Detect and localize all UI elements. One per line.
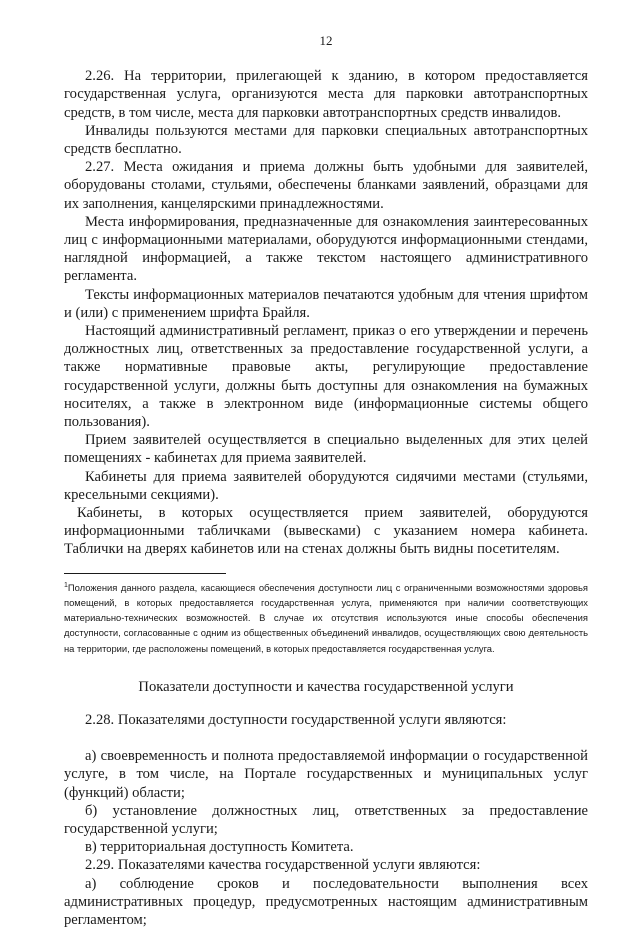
footnote-divider [64,573,226,574]
paragraph-info-places: Места информирования, предназначенные для ознакомления заинтересованных лиц с информационными материалами, оборудуются информационными стендами, наглядной информацией, а также текстом настоящего административного регламента. [64,213,588,285]
item-2-28-c: в) территориальная доступность Комитета. [85,839,354,856]
paragraph-reception: Прием заявителей осуществляется в специально выделенных для этих целей помещениях - кабинетах для приема заявителей. [64,432,588,467]
section-heading: Показатели доступности и качества государственной услуги [138,678,514,695]
paragraph-cabinet-signs: Кабинеты, в которых осуществляется прием заявителей, оборудуются информационными табличками (вывесками) с указанием номера кабинета. Таблички на дверях кабинетов или на стенах должны быть видны посетителям. [64,505,588,558]
item-2-28-b: б) установление должностных лиц, ответственных за предоставление государственной услуги; [64,802,588,837]
paragraph-2-26: 2.26. На территории, прилегающей к зданию, в котором предоставляется государственная услуга, организуются места для парковки автотранспортных средств, в том числе, места для парковки автотранспортных средств инвалидов. [64,68,588,121]
page-number: 12 [319,33,333,48]
item-2-29-a: а) соблюдение сроков и последовательности выполнения всех административных процедур, предусмотренных настоящим административным регламентом; [64,875,588,928]
paragraph-regulation-availability: Настоящий административный регламент, приказ о его утверждении и перечень должностных лиц, ответственных за предоставление государственной услуги, а также нормативные правовые акты, регулирующие предоставление государственной услуги, должны быть доступны для ознакомления на бумажных носителях, а также в электронном виде (информационные системы общего пользования). [64,323,588,431]
paragraph-cabinet-seating: Кабинеты для приема заявителей оборудуются сидячими местами (стульями, кресельными секциями). [64,468,588,503]
footnote-marker: 1 [64,581,68,589]
paragraph-braille: Тексты информационных материалов печатаются удобным для чтения шрифтом и (или) с применением шрифта Брайля. [64,286,588,321]
footnote [64,580,588,656]
item-2-28-a: а) своевременность и полнота предоставляемой информации о государственной услуге, в том числе, на Портале государственных и муниципальных услуг (функций) области; [64,748,588,801]
paragraph-parking-free: Инвалиды пользуются местами для парковки специальных автотранспортных средств бесплатно. [64,122,588,158]
footnote-text: Положения данного раздела, касающиеся обеспечения доступности лиц с ограниченными возможностями здоровья помещений, в которых предоставляется государственная услуга, применяются при наличии соответствующих материально-технических возможностей. В случае их отсутствия используются иные способы обеспечения доступности, согласованные с одним из общественных объединений инвалидов, осуществляющих свою деятельность на территории, где расположены помещений, в которых предоставляется государственная услуга. [64,581,588,654]
item-2-29: 2.29. Показателями качества государственной услуги являются: [85,857,481,874]
item-2-28: 2.28. Показателями доступности государственной услуги являются: [85,711,507,728]
paragraph-2-27: 2.27. Места ожидания и приема должны быть удобными для заявителей, оборудованы столами, стульями, обеспечены бланками заявлений, образцами для их заполнения, канцелярскими принадлежностями. [64,159,588,212]
